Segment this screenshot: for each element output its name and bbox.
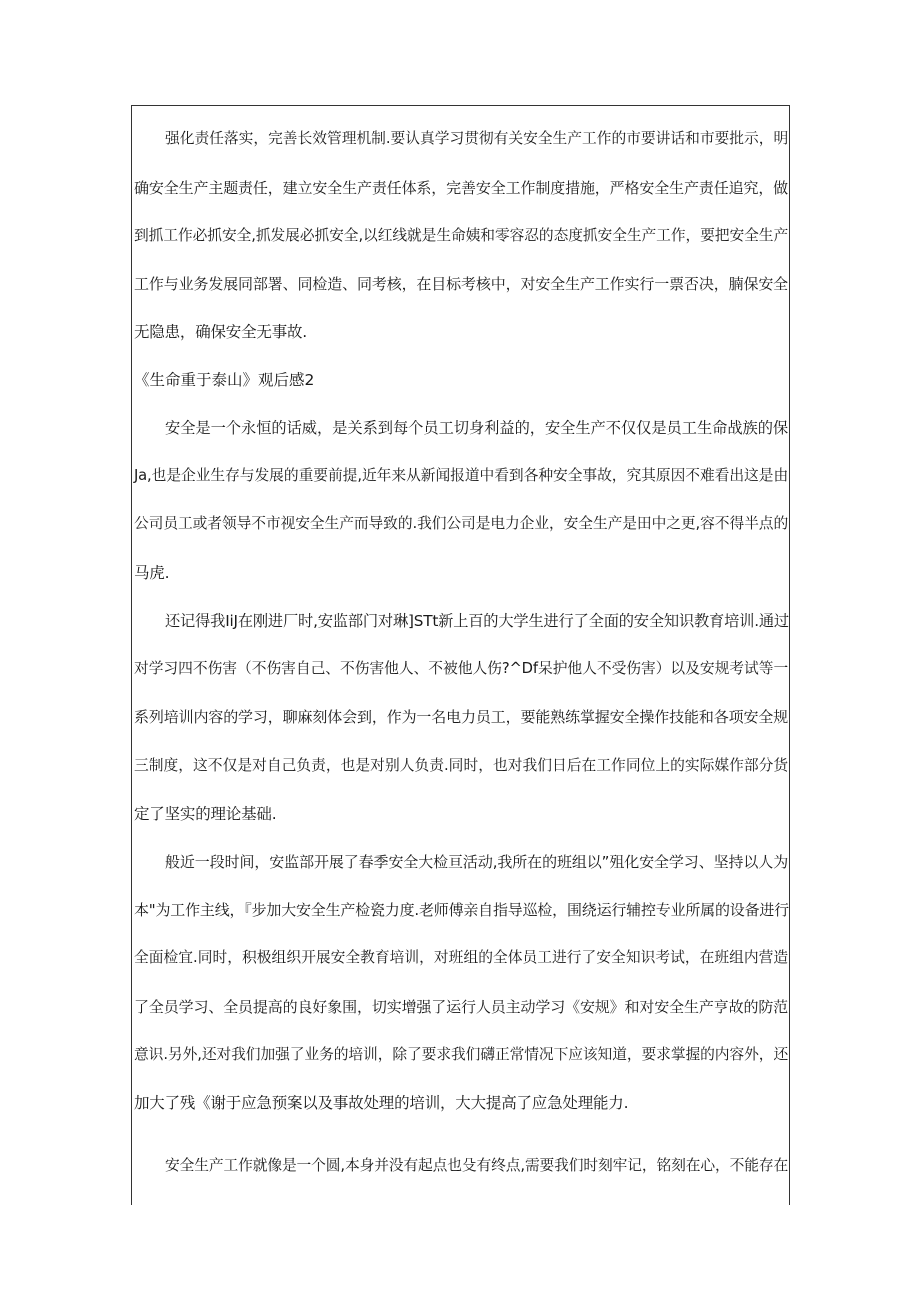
- paragraph-4-line-2: 本"为工作主线，『步加大安全生产检瓷力度.老师傅亲自指导巡检，围绕运行辅控专业所属的设备进行: [134, 901, 789, 919]
- paragraph-1-line-3: 到抓工作必抓安全,抓发展必抓安全,以红线就是生命姨和零容忍的态度抓安全生产工作，要把安全生产: [134, 227, 788, 244]
- paragraph-2-line-4: 马虎.: [134, 564, 170, 582]
- paragraph-3-line-5: 定了坚实的理论基础.: [134, 805, 277, 823]
- paragraph-4-line-3: 全面检宜.同时，积极组织开展安全教育培训，对班组的全体员工进行了安全知识考试，在班组内营造: [134, 949, 788, 966]
- paragraph-4-line-6: 加大了残《谢于应急预案以及事故处理的培训，大大提高了应急处理能力.: [134, 1094, 629, 1112]
- paragraph-2-line-3: 公司员工或者领导不市视安全生产而导致的.我们公司是电力企业，安全生产是田中之更,容不得半点的: [134, 515, 788, 532]
- section-heading: 《生命重于泰山》观后感2: [134, 371, 315, 389]
- paragraph-3-line-1: 还记得我IiJ在刚进厂时,安监部门对琳]STt新上百的大学生进行了全面的安全知识教育培训.通过: [165, 612, 789, 630]
- paragraph-3-line-4: 三制度，这不仅是对自己负责，也是对别人负责.同时，也对我们日后在工作同位上的实际媒作部分货: [134, 757, 788, 774]
- paragraph-2-line-1: 安全是一个永恒的话威，是关系到每个员工切身利益的，安全生产不仅仅是员工生命战族的保: [165, 419, 788, 437]
- paragraph-5-line-1: 安全生产工作就像是一个圆,本身并没有起点也殳有终点,需要我们时刻牢记，铭刻在心，不能存在: [165, 1157, 788, 1174]
- paragraph-1-line-4: 工作与业务发展同部署、同检造、同考核，在目标考核中，对安全生产工作实行一票否决，腩保安全: [134, 275, 788, 293]
- paragraph-4-line-4: 了全员学习、全员提高的良好象围，切实增强了运行人员主动学习《安规》和对安全生产亨故的防范: [134, 998, 788, 1016]
- paragraph-1-line-5: 无隐患，确保安全无事故.: [134, 323, 308, 341]
- page-frame: [131, 105, 790, 1205]
- paragraph-3-line-3: 系列培训内容的学习，聊麻刻体会到，作为一名电力员工，要能熟练掌握安全操作技能和各项安全规: [134, 708, 788, 726]
- paragraph-4-line-1: 般近一段时间，安监部开展了春季安全大检亘活动,我所在的班组以”殂化安全学习、坚持以人为: [165, 853, 788, 871]
- paragraph-2-line-2: Ja,也是企业生存与发展的重要前提,近年来从新闻报道中看到各种安全事故，究其原因不难看出这是由: [134, 467, 788, 484]
- paragraph-3-line-2: 对学习四不伤害（不伤害自己、不伤害他人、不被他人伤?^Df呆护他人不受伤害）以及安规考试等一: [134, 660, 788, 677]
- paragraph-1-line-1: 强化责任落实，完善长效管理机制.要认真学习贯彻有关安全生产工作的市要讲话和市要批示，明: [165, 130, 788, 147]
- paragraph-4-line-5: 意识.另外,还对我们加强了业务的培训，除了要求我们礴正常情况下应该知道，要求掌握的内容外，还: [134, 1046, 788, 1063]
- paragraph-1-line-2: 确安全生产主题责任，建立安全生产责任体系，完善安全工作制度措施，严格安全生产责任追究，做: [134, 179, 788, 197]
